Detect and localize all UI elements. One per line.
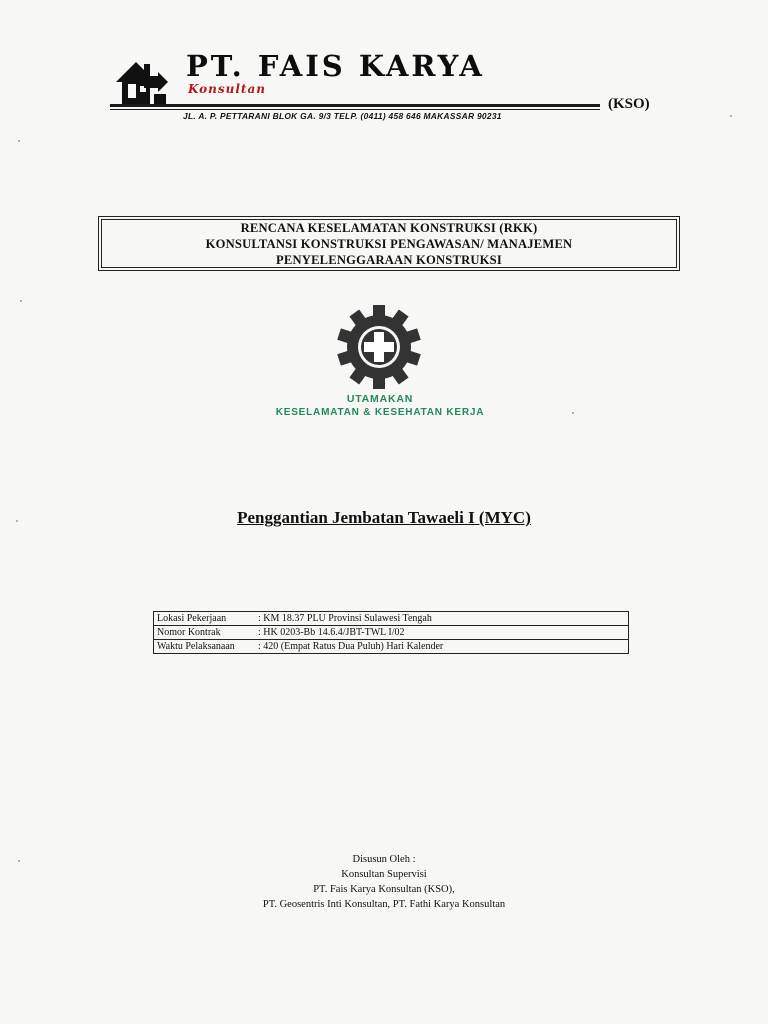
scan-speck (18, 140, 20, 142)
prepared-by-line: Disusun Oleh : (352, 854, 416, 865)
table-cell-label: Lokasi Pekerjaan (154, 612, 256, 626)
table-row (154, 640, 629, 654)
table-row (154, 626, 629, 640)
document-title-line: RENCANA KESELAMATAN KONSTRUKSI (RKK) (240, 220, 538, 235)
document-title-line: KONSULTANSI KONSTRUKSI PENGAWASAN/ MANAJEMEN (205, 236, 573, 251)
k3-gear-cross-icon (325, 305, 433, 389)
scan-speck (20, 300, 22, 302)
table-row (154, 612, 629, 626)
table-cell-value: : 420 (Empat Ratus Dua Puluh) Hari Kalender (255, 640, 629, 654)
table-cell-value: : HK 0203-Bb 14.6.4/JBT-TWL I/02 (255, 626, 629, 640)
table-cell-label: Nomor Kontrak (154, 626, 256, 640)
scan-speck (18, 860, 20, 862)
prepared-by-block (184, 852, 584, 912)
table-cell-value: : KM 18.37 PLU Provinsi Sulawesi Tengah (255, 612, 629, 626)
scan-speck (572, 412, 574, 414)
k3-slogan-line: KESELAMATAN & KESEHATAN KERJA (275, 407, 485, 418)
company-name: PT. FAIS KARYA (186, 49, 485, 83)
scan-speck (16, 520, 18, 522)
table-cell-label: Waktu Pelaksanaan (154, 640, 256, 654)
prepared-by-line: PT. Geosentris Inti Konsultan, PT. Fathi Karya Konsultan (262, 899, 506, 910)
header-rule (110, 104, 600, 107)
k3-slogan-line: UTAMAKAN (346, 393, 414, 405)
scan-speck (730, 115, 732, 117)
prepared-by-line: PT. Fais Karya Konsultan (KSO), (313, 884, 455, 895)
prepared-by-line: Konsultan Supervisi (341, 869, 427, 880)
company-logo-icon (114, 58, 170, 106)
project-info-table (153, 611, 629, 654)
company-subtitle: Konsultan (188, 82, 266, 96)
document-title-box (98, 216, 680, 271)
document-title-line: PENYELENGGARAAN KONSTRUKSI (276, 252, 502, 267)
kso-label: (KSO) (608, 96, 650, 112)
company-address: JL. A. P. PETTARANI BLOK GA. 9/3 TELP. (0411) 458 646 MAKASSAR 90231 (183, 111, 502, 121)
header-rule (110, 109, 600, 110)
project-title: Penggantian Jembatan Tawaeli I (MYC) (237, 508, 531, 527)
